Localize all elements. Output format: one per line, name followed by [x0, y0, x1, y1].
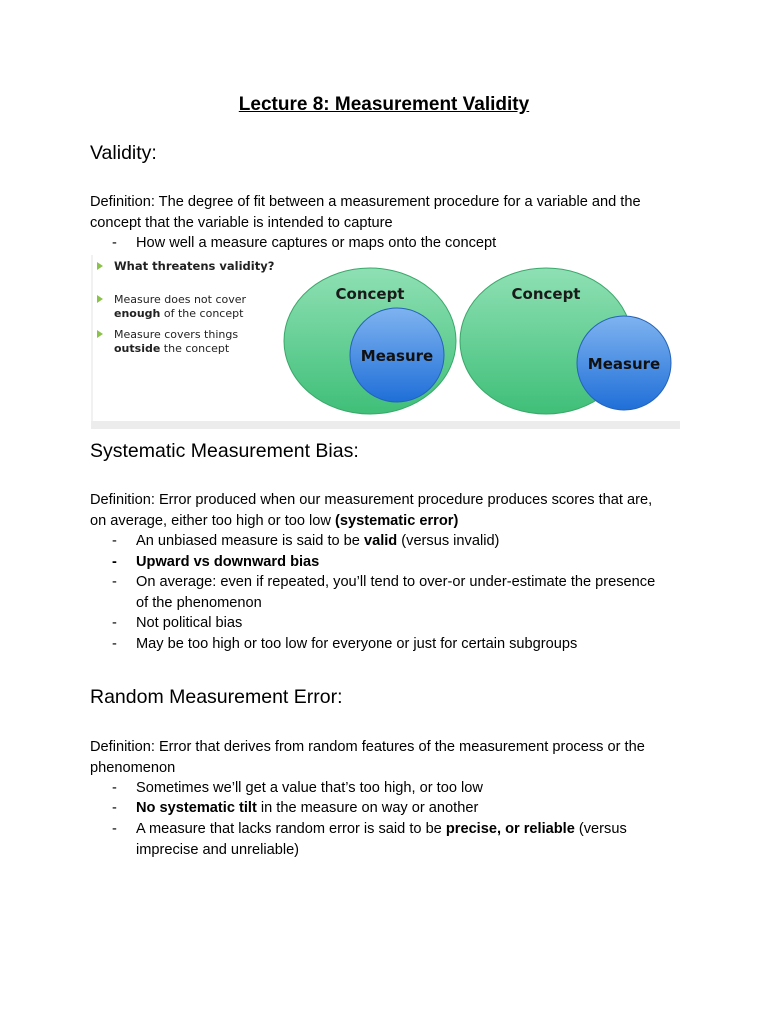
bullet-dash: -	[112, 615, 117, 631]
random-definition	[90, 737, 690, 778]
random-bullet-3	[112, 819, 682, 860]
random-b3-bold: precise, or reliable	[445, 821, 575, 837]
bias-bullet-4	[112, 613, 682, 634]
random-b3-c: (versus	[574, 821, 627, 837]
figure-bullet-2-rest: the concept	[160, 342, 230, 355]
page-title: Lecture 8: Measurement Validity	[238, 94, 530, 115]
bias-b1-c: (versus invalid)	[397, 533, 500, 549]
random-def-line2: phenomenon	[90, 759, 176, 776]
validity-heading: Validity:	[90, 142, 157, 164]
random-b3-line2: imprecise and unreliable)	[136, 841, 300, 858]
measure-label-right: Measure	[587, 355, 661, 373]
figure-bullet-2-bold: outside	[114, 342, 161, 355]
bias-def-bold: (systematic error)	[335, 512, 459, 529]
concept-label-right: Concept	[511, 285, 581, 303]
bullet-dash: -	[112, 821, 117, 837]
venn-diagrams	[91, 255, 680, 429]
bias-def-line2: on average, either too high or too low	[90, 512, 336, 529]
random-bullet-2	[112, 798, 682, 819]
validity-figure	[91, 255, 680, 429]
bullet-dash: -	[112, 235, 117, 251]
bias-bullet-2-text: Upward vs downward bias	[136, 554, 320, 570]
validity-def-line1: Definition: The degree of fit between a measurement procedure for a variable and the	[90, 194, 641, 210]
random-def-line1: Definition: Error that derives from random features of the measurement process or the	[90, 739, 645, 755]
validity-bullet-text: How well a measure captures or maps onto the concept	[136, 235, 497, 251]
bias-b3-line1: On average: even if repeated, you’ll tend to over-or under-estimate the presence	[136, 574, 656, 590]
bias-def-line1: Definition: Error produced when our measurement procedure produces scores that are,	[90, 492, 653, 508]
bullet-dash: -	[112, 800, 117, 816]
concept-label-left: Concept	[335, 285, 405, 303]
bias-b1-bold: valid	[363, 533, 398, 549]
bias-bullet-2	[112, 552, 682, 573]
random-bullet-1-text: Sometimes we’ll get a value that’s too high, or too low	[136, 780, 483, 796]
random-b2-rest: in the measure on way or another	[256, 800, 479, 816]
figure-bullet-1-bold: enough	[114, 307, 161, 320]
measure-label-left: Measure	[360, 347, 434, 365]
random-b3-a: A measure that lacks random error is said to be	[136, 821, 446, 837]
bias-bullet-3	[112, 572, 682, 613]
bias-definition	[90, 490, 690, 531]
random-bullet-2-text	[136, 798, 682, 819]
figure-bottom-strip	[91, 421, 680, 429]
bias-b3-line2: of the phenomenon	[136, 594, 262, 611]
bias-bullet-5	[112, 634, 682, 655]
bias-bullet-4-text: Not political bias	[136, 615, 243, 631]
bullet-dash: -	[112, 554, 117, 570]
bullet-dash: -	[112, 574, 117, 590]
bias-bullet-5-text: May be too high or too low for everyone or just for certain subgroups	[136, 636, 578, 652]
bias-heading: Systematic Measurement Bias:	[90, 440, 359, 462]
bullet-dash: -	[112, 533, 117, 549]
random-bullet-1	[112, 778, 682, 799]
figure-bullet-1-line1: Measure does not cover	[114, 293, 247, 306]
figure-question: What threatens validity?	[114, 259, 275, 273]
figure-bullet-1-rest: of the concept	[160, 307, 244, 320]
random-heading: Random Measurement Error:	[90, 686, 343, 708]
bias-bullet-3-text	[136, 572, 682, 613]
random-b2-bold: No systematic tilt	[136, 800, 257, 816]
validity-bullet	[112, 233, 682, 254]
bias-bullet-1	[112, 531, 682, 552]
random-bullet-3-text	[136, 819, 682, 860]
bias-bullet-1-text	[136, 531, 682, 552]
validity-definition	[90, 192, 690, 233]
bullet-dash: -	[112, 780, 117, 796]
validity-def-line2: concept that the variable is intended to capture	[90, 214, 393, 231]
figure-bullet-2-line1: Measure covers things	[114, 328, 239, 341]
bias-b1-a: An unbiased measure is said to be	[136, 533, 364, 549]
bullet-dash: -	[112, 636, 117, 652]
